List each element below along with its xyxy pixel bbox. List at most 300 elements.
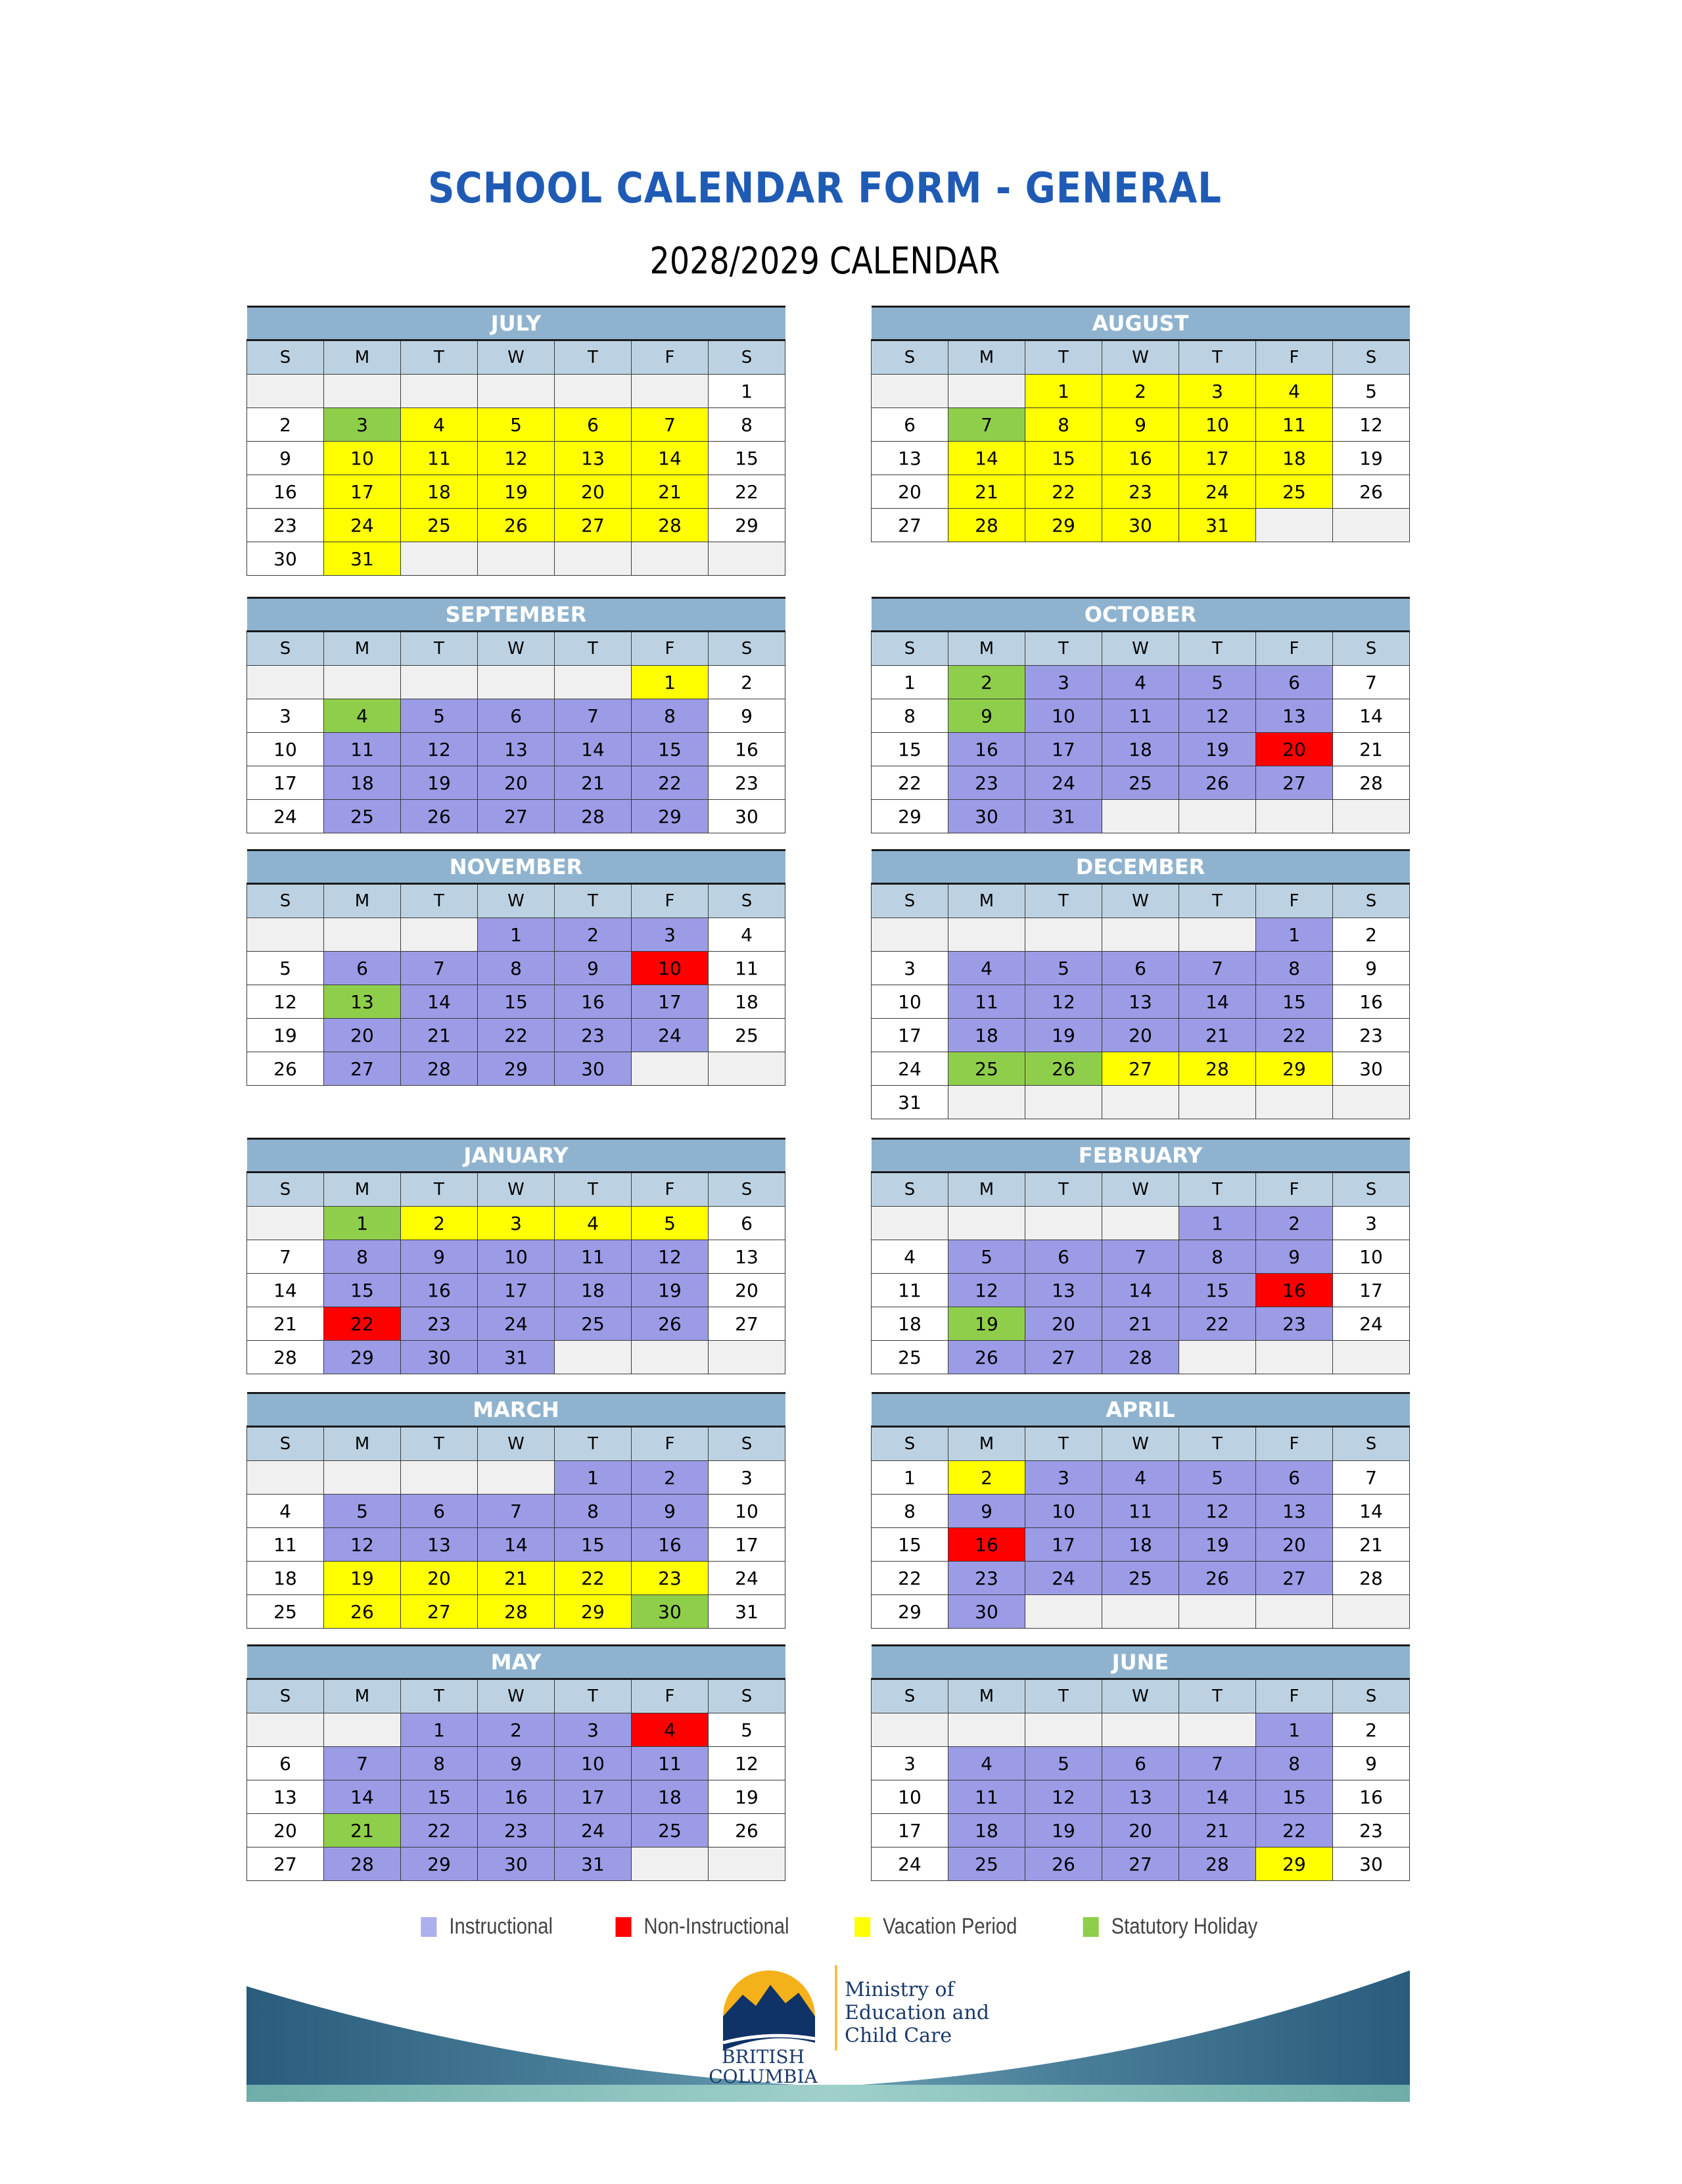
weekday-header: T (1179, 632, 1256, 666)
week-row (872, 1461, 1410, 1495)
day-cell: 6 (1256, 1461, 1333, 1495)
day-cell: 13 (1256, 1495, 1333, 1528)
day-cell: 15 (632, 733, 709, 766)
day-cell: 14 (324, 1780, 401, 1814)
day-cell: 28 (948, 509, 1025, 542)
day-cell: 5 (948, 1240, 1025, 1274)
weekday-header: S (872, 632, 948, 666)
weekday-header: M (948, 1427, 1025, 1461)
week-row (247, 1307, 785, 1341)
day-cell: 26 (478, 509, 555, 542)
weekday-header: F (1256, 1427, 1333, 1461)
day-cell: 3 (555, 1713, 632, 1747)
non-instructional-swatch-icon (616, 1917, 632, 1937)
day-cell: 1 (1179, 1207, 1256, 1240)
day-cell: 30 (1333, 1847, 1410, 1881)
day-cell: 30 (401, 1341, 478, 1374)
legend-instructional (421, 1914, 553, 1940)
day-cell: 27 (324, 1052, 401, 1086)
week-row (247, 800, 785, 833)
day-cell: 14 (1102, 1274, 1179, 1307)
week-row (872, 1495, 1410, 1528)
day-cell: 22 (555, 1562, 632, 1595)
month-october (871, 597, 1410, 833)
day-cell: 6 (555, 408, 632, 442)
day-cell: 1 (872, 1461, 948, 1495)
day-cell: 11 (1102, 699, 1179, 733)
day-cell: 13 (1102, 1780, 1179, 1814)
ministry-line-3: Child Care (845, 2024, 952, 2047)
week-row (872, 1562, 1410, 1595)
day-cell (1025, 918, 1102, 952)
week-row (872, 918, 1410, 952)
weekday-header: S (247, 1427, 324, 1461)
day-cell: 29 (709, 509, 785, 542)
week-row (872, 442, 1410, 475)
weekday-header: T (1179, 340, 1256, 375)
day-cell: 28 (478, 1595, 555, 1629)
day-cell: 15 (1179, 1274, 1256, 1307)
day-cell: 7 (1179, 1747, 1256, 1780)
day-cell: 10 (1025, 1495, 1102, 1528)
weekday-header: S (872, 1679, 948, 1713)
day-cell (948, 1086, 1025, 1119)
day-cell: 27 (555, 509, 632, 542)
day-cell (401, 375, 478, 408)
day-cell: 24 (1333, 1307, 1410, 1341)
day-cell: 27 (247, 1847, 324, 1881)
day-cell: 3 (247, 699, 324, 733)
week-row (872, 1595, 1410, 1629)
day-cell: 21 (1333, 733, 1410, 766)
day-cell: 26 (1025, 1847, 1102, 1881)
week-row (872, 952, 1410, 985)
instructional-swatch-icon (421, 1917, 436, 1937)
day-cell: 31 (478, 1341, 555, 1374)
day-cell (709, 1847, 785, 1881)
day-cell: 26 (247, 1052, 324, 1086)
legend-vacation (855, 1914, 1017, 1940)
day-cell: 20 (709, 1274, 785, 1307)
day-cell: 25 (872, 1341, 948, 1374)
weekday-header: T (401, 1173, 478, 1207)
month-september (246, 597, 785, 833)
month-name: AUGUST (872, 307, 1410, 340)
day-cell: 17 (247, 766, 324, 800)
day-cell (401, 666, 478, 699)
day-cell: 6 (872, 408, 948, 442)
day-cell: 14 (247, 1274, 324, 1307)
day-cell: 26 (948, 1341, 1025, 1374)
week-row (872, 985, 1410, 1019)
weekday-header: T (1179, 1173, 1256, 1207)
day-cell: 20 (324, 1019, 401, 1052)
day-cell: 20 (478, 766, 555, 800)
day-cell: 16 (948, 1528, 1025, 1562)
day-cell: 25 (709, 1019, 785, 1052)
day-cell: 17 (709, 1528, 785, 1562)
day-cell: 6 (709, 1207, 785, 1240)
day-cell (1256, 800, 1333, 833)
day-cell (247, 666, 324, 699)
weekday-header: T (1025, 340, 1102, 375)
day-cell (948, 375, 1025, 408)
day-cell: 19 (948, 1307, 1025, 1341)
day-cell: 8 (401, 1747, 478, 1780)
week-row (247, 1341, 785, 1374)
day-cell (1025, 1595, 1102, 1629)
day-cell: 15 (1256, 985, 1333, 1019)
day-cell: 23 (1102, 475, 1179, 509)
day-cell: 27 (1102, 1052, 1179, 1086)
day-cell: 21 (401, 1019, 478, 1052)
day-cell: 4 (872, 1240, 948, 1274)
day-cell: 27 (1256, 1562, 1333, 1595)
day-cell: 10 (247, 733, 324, 766)
day-cell: 30 (1333, 1052, 1410, 1086)
weekday-header: S (247, 1679, 324, 1713)
day-cell: 14 (948, 442, 1025, 475)
day-cell: 30 (478, 1847, 555, 1881)
weekday-header: M (948, 1679, 1025, 1713)
day-cell: 16 (478, 1780, 555, 1814)
day-cell: 23 (948, 1562, 1025, 1595)
day-cell (555, 1341, 632, 1374)
weekday-header: M (324, 1427, 401, 1461)
day-cell: 21 (948, 475, 1025, 509)
legend-label: Instructional (449, 1914, 553, 1939)
day-cell: 29 (1025, 509, 1102, 542)
week-row (247, 1847, 785, 1881)
day-cell: 13 (247, 1780, 324, 1814)
day-cell: 2 (401, 1207, 478, 1240)
day-cell (1179, 1086, 1256, 1119)
day-cell: 27 (1102, 1847, 1179, 1881)
weekday-header: F (632, 1427, 709, 1461)
week-row (247, 1019, 785, 1052)
day-cell: 14 (401, 985, 478, 1019)
day-cell: 18 (948, 1019, 1025, 1052)
weekday-header: W (478, 1173, 555, 1207)
day-cell: 22 (1256, 1019, 1333, 1052)
week-row (247, 1780, 785, 1814)
day-cell: 31 (872, 1086, 948, 1119)
day-cell: 3 (1025, 1461, 1102, 1495)
day-cell: 26 (401, 800, 478, 833)
month-january (246, 1138, 785, 1374)
day-cell: 4 (948, 1747, 1025, 1780)
day-cell (1179, 1713, 1256, 1747)
day-cell: 12 (247, 985, 324, 1019)
day-cell: 4 (1256, 375, 1333, 408)
day-cell (872, 918, 948, 952)
day-cell: 1 (478, 918, 555, 952)
week-row (872, 1274, 1410, 1307)
weekday-header: T (555, 1173, 632, 1207)
ministry-name (845, 1978, 989, 2047)
day-cell: 19 (1025, 1019, 1102, 1052)
day-cell: 9 (948, 699, 1025, 733)
weekday-header: S (247, 340, 324, 375)
weekday-header: F (632, 1679, 709, 1713)
day-cell (478, 375, 555, 408)
day-cell: 14 (1333, 699, 1410, 733)
day-cell: 8 (632, 699, 709, 733)
weekday-header: W (478, 1679, 555, 1713)
day-cell: 18 (324, 766, 401, 800)
day-cell: 25 (632, 1814, 709, 1847)
week-row (872, 1307, 1410, 1341)
week-row (247, 733, 785, 766)
week-row (872, 1747, 1410, 1780)
day-cell: 20 (555, 475, 632, 509)
day-cell: 9 (1102, 408, 1179, 442)
legend-label: Non-Instructional (643, 1914, 789, 1939)
week-row (872, 509, 1410, 542)
day-cell: 7 (324, 1747, 401, 1780)
weekday-header: T (401, 1679, 478, 1713)
weekday-header: T (555, 340, 632, 375)
day-cell: 24 (324, 509, 401, 542)
day-cell: 2 (948, 666, 1025, 699)
day-cell (872, 1207, 948, 1240)
month-november (246, 849, 785, 1086)
day-cell: 17 (478, 1274, 555, 1307)
day-cell: 2 (1333, 1713, 1410, 1747)
weekday-header: F (632, 884, 709, 918)
weekday-header: F (1256, 632, 1333, 666)
week-row (872, 733, 1410, 766)
weekday-header: M (948, 340, 1025, 375)
day-cell: 8 (1025, 408, 1102, 442)
day-cell: 17 (1333, 1274, 1410, 1307)
day-cell: 10 (632, 952, 709, 985)
day-cell: 11 (872, 1274, 948, 1307)
day-cell: 27 (1025, 1341, 1102, 1374)
day-cell: 18 (948, 1814, 1025, 1847)
day-cell: 14 (1333, 1495, 1410, 1528)
weekday-header: F (1256, 1679, 1333, 1713)
weekday-header: T (555, 632, 632, 666)
day-cell: 2 (632, 1461, 709, 1495)
day-cell: 24 (872, 1847, 948, 1881)
day-cell: 3 (1179, 375, 1256, 408)
month-july (246, 306, 785, 576)
day-cell: 28 (401, 1052, 478, 1086)
weekday-header: T (401, 632, 478, 666)
weekday-header: S (872, 884, 948, 918)
day-cell: 15 (324, 1274, 401, 1307)
day-cell: 3 (872, 1747, 948, 1780)
day-cell: 2 (1333, 918, 1410, 952)
week-row (247, 442, 785, 475)
day-cell: 7 (632, 408, 709, 442)
day-cell (1333, 1086, 1410, 1119)
week-row (872, 766, 1410, 800)
day-cell: 7 (401, 952, 478, 985)
weekday-header: F (632, 1173, 709, 1207)
day-cell (401, 542, 478, 576)
day-cell: 29 (324, 1341, 401, 1374)
day-cell: 12 (478, 442, 555, 475)
day-cell (1025, 1207, 1102, 1240)
day-cell: 21 (324, 1814, 401, 1847)
week-row (247, 1240, 785, 1274)
day-cell: 31 (1025, 800, 1102, 833)
day-cell: 8 (1256, 952, 1333, 985)
day-cell (872, 375, 948, 408)
day-cell: 10 (1179, 408, 1256, 442)
day-cell: 11 (401, 442, 478, 475)
day-cell: 29 (555, 1595, 632, 1629)
month-name: DECEMBER (872, 850, 1410, 884)
day-cell: 28 (1179, 1052, 1256, 1086)
weekday-header: S (247, 884, 324, 918)
weekday-header: S (709, 632, 785, 666)
day-cell: 5 (324, 1495, 401, 1528)
day-cell: 21 (478, 1562, 555, 1595)
day-cell: 23 (709, 766, 785, 800)
day-cell: 12 (401, 733, 478, 766)
day-cell: 6 (1025, 1240, 1102, 1274)
day-cell: 23 (1333, 1814, 1410, 1847)
day-cell (1256, 1595, 1333, 1629)
week-row (872, 375, 1410, 408)
weekday-header: T (1025, 1173, 1102, 1207)
week-row (872, 699, 1410, 733)
weekday-header: W (478, 340, 555, 375)
day-cell: 29 (632, 800, 709, 833)
day-cell: 1 (709, 375, 785, 408)
day-cell: 29 (401, 1847, 478, 1881)
day-cell (247, 918, 324, 952)
day-cell: 30 (247, 542, 324, 576)
day-cell: 26 (324, 1595, 401, 1629)
weekday-header: F (1256, 1173, 1333, 1207)
day-cell: 21 (1179, 1019, 1256, 1052)
day-cell: 21 (632, 475, 709, 509)
day-cell: 29 (478, 1052, 555, 1086)
day-cell: 24 (1025, 766, 1102, 800)
day-cell: 27 (709, 1307, 785, 1341)
day-cell: 25 (555, 1307, 632, 1341)
day-cell: 26 (1179, 1562, 1256, 1595)
day-cell (555, 542, 632, 576)
weekday-header: T (1179, 1679, 1256, 1713)
day-cell: 15 (1256, 1780, 1333, 1814)
day-cell: 23 (948, 766, 1025, 800)
day-cell: 10 (872, 1780, 948, 1814)
day-cell (632, 1847, 709, 1881)
week-row (247, 408, 785, 442)
day-cell: 22 (478, 1019, 555, 1052)
day-cell: 27 (872, 509, 948, 542)
day-cell: 8 (1179, 1240, 1256, 1274)
day-cell: 4 (324, 699, 401, 733)
day-cell (1025, 1713, 1102, 1747)
legend-label: Vacation Period (883, 1914, 1017, 1939)
day-cell: 20 (247, 1814, 324, 1847)
day-cell: 12 (1025, 1780, 1102, 1814)
day-cell: 24 (478, 1307, 555, 1341)
day-cell: 1 (555, 1461, 632, 1495)
day-cell (632, 1341, 709, 1374)
day-cell: 14 (478, 1528, 555, 1562)
day-cell: 13 (1256, 699, 1333, 733)
month-name: APRIL (872, 1393, 1410, 1427)
month-june (871, 1644, 1410, 1881)
month-name: JANUARY (247, 1139, 785, 1173)
day-cell: 25 (1102, 766, 1179, 800)
day-cell: 15 (555, 1528, 632, 1562)
week-row (247, 1495, 785, 1528)
day-cell: 7 (555, 699, 632, 733)
day-cell: 2 (709, 666, 785, 699)
week-row (247, 1461, 785, 1495)
day-cell: 8 (324, 1240, 401, 1274)
weekday-header: F (632, 632, 709, 666)
day-cell: 23 (401, 1307, 478, 1341)
day-cell: 7 (247, 1240, 324, 1274)
day-cell: 13 (555, 442, 632, 475)
day-cell: 14 (1179, 1780, 1256, 1814)
day-cell: 15 (478, 985, 555, 1019)
day-cell: 8 (555, 1495, 632, 1528)
day-cell: 20 (401, 1562, 478, 1595)
month-march (246, 1392, 785, 1629)
week-row (247, 509, 785, 542)
day-cell: 6 (1102, 1747, 1179, 1780)
weekday-header: W (1102, 340, 1179, 375)
day-cell: 10 (478, 1240, 555, 1274)
day-cell: 26 (632, 1307, 709, 1341)
day-cell (1179, 1595, 1256, 1629)
day-cell: 9 (1333, 952, 1410, 985)
weekday-header: S (872, 1427, 948, 1461)
day-cell: 24 (872, 1052, 948, 1086)
day-cell (478, 666, 555, 699)
day-cell: 19 (1179, 733, 1256, 766)
page-title: SCHOOL CALENDAR FORM - GENERAL (428, 164, 1222, 213)
day-cell: 27 (401, 1595, 478, 1629)
day-cell: 18 (632, 1780, 709, 1814)
day-cell: 13 (478, 733, 555, 766)
day-cell: 30 (948, 800, 1025, 833)
week-row (872, 1528, 1410, 1562)
day-cell: 6 (324, 952, 401, 985)
week-row (872, 1341, 1410, 1374)
week-row (247, 1274, 785, 1307)
day-cell: 21 (555, 766, 632, 800)
day-cell: 11 (324, 733, 401, 766)
day-cell: 9 (632, 1495, 709, 1528)
weekday-header: T (401, 340, 478, 375)
day-cell: 1 (1256, 1713, 1333, 1747)
day-cell: 5 (1025, 1747, 1102, 1780)
weekday-header: S (872, 1173, 948, 1207)
day-cell: 17 (1025, 1528, 1102, 1562)
weekday-header: M (948, 632, 1025, 666)
day-cell: 10 (555, 1747, 632, 1780)
week-row (247, 1562, 785, 1595)
day-cell: 12 (1179, 699, 1256, 733)
day-cell: 14 (632, 442, 709, 475)
week-row (247, 1814, 785, 1847)
day-cell: 12 (1025, 985, 1102, 1019)
vacation-swatch-icon (855, 1917, 871, 1937)
day-cell: 8 (872, 699, 948, 733)
day-cell: 28 (1102, 1341, 1179, 1374)
